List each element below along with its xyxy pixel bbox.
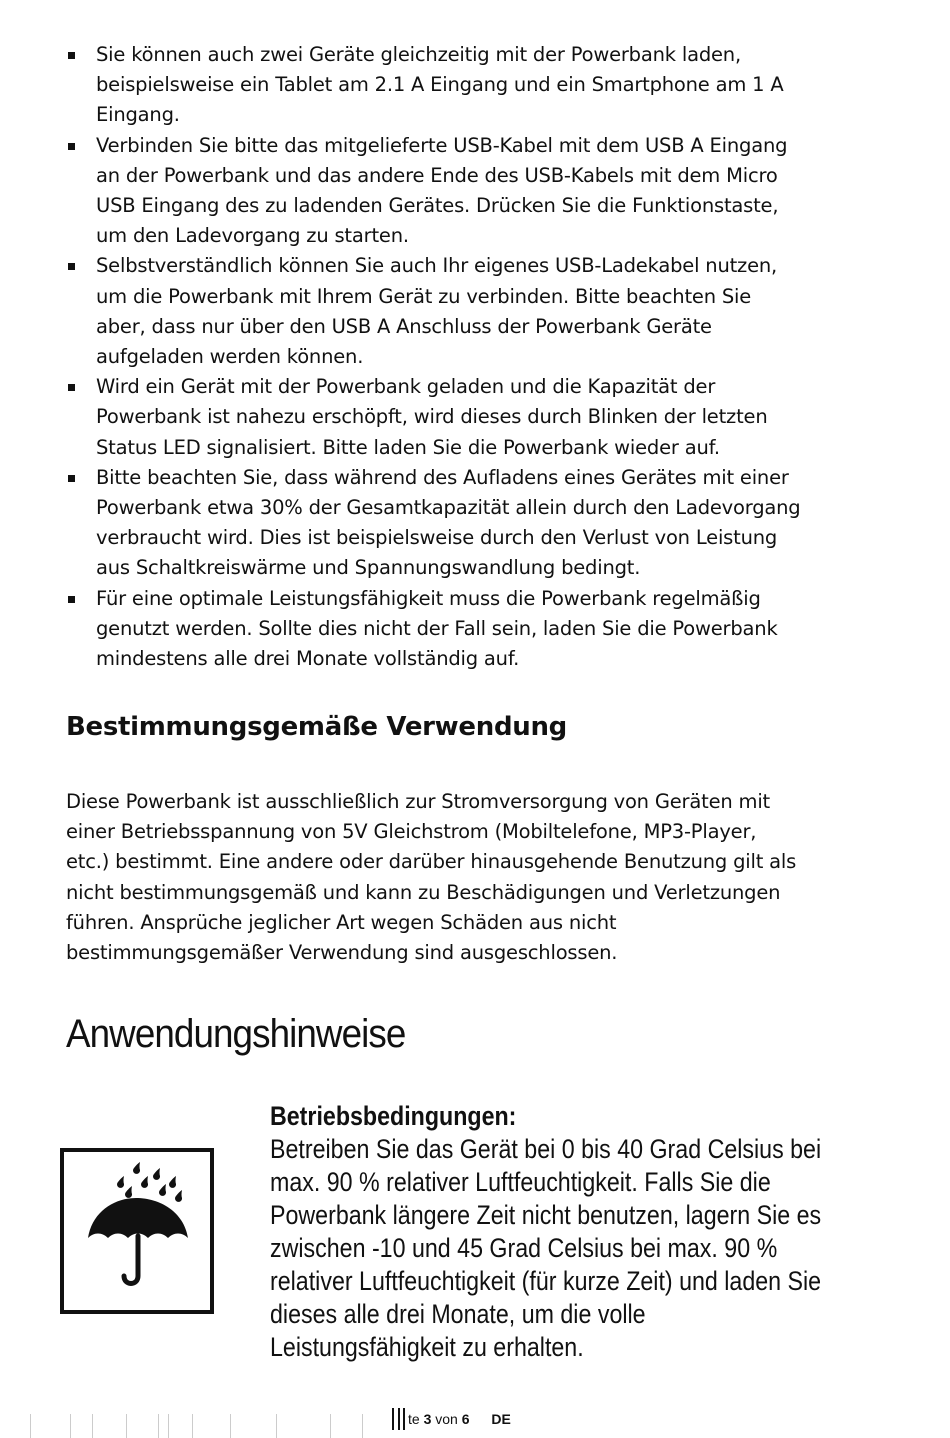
paragraph-line: etc.) bestimmt. Eine andere oder darüber hinausgehende Benutzung gilt als (66, 850, 797, 874)
conditions-line: zwischen -10 und 45 Grad Celsius bei max. 90 % (270, 1233, 778, 1263)
bullet-line: verbraucht wird. Dies ist beispielsweise durch den Verlust von Leistung (96, 526, 778, 550)
conditions-line: Betreiben Sie das Gerät bei 0 bis 40 Grad Celsius bei (270, 1134, 822, 1164)
footer-of: von (435, 1411, 458, 1427)
conditions-title: Betriebsbedingungen: (270, 1101, 517, 1131)
bullet-item (66, 372, 846, 463)
barcode-marks (390, 1408, 408, 1430)
bullet-line: an der Powerbank und das andere Ende des USB-Kabels mit dem Micro (96, 163, 778, 187)
bullet-item (66, 40, 846, 131)
conditions-line: Powerbank längere Zeit nicht benutzen, lagern Sie es (270, 1200, 822, 1230)
paragraph-line: einer Betriebsspannung von 5V Gleichstrom (Mobiltelefone, MP3-Player, (66, 820, 757, 844)
conditions-line: Leistungsfähigkeit zu erhalten. (270, 1332, 584, 1362)
section-heading: Bestimmungsgemäße Verwendung (66, 712, 567, 742)
footer-language: DE (491, 1411, 511, 1427)
paragraph-line: führen. Ansprüche jeglicher Art wegen Schäden aus nicht (66, 910, 617, 934)
conditions-text (270, 1133, 822, 1364)
bullet-marker (68, 384, 75, 391)
bullet-line: USB Eingang des zu ladenden Gerätes. Drücken Sie die Funktionstaste, (96, 194, 779, 218)
bullet-marker (68, 475, 75, 482)
bullet-marker (68, 52, 75, 59)
footer-page-number: 3 (423, 1411, 432, 1427)
page-footer (390, 1408, 511, 1430)
bullet-item (66, 584, 846, 675)
footer-page-total: 6 (461, 1411, 470, 1427)
bullet-line: Wird ein Gerät mit der Powerbank geladen und die Kapazität der (96, 375, 716, 399)
main-heading: Anwendungshinweise (66, 1012, 406, 1056)
bullet-line: Sie können auch zwei Geräte gleichzeitig mit der Powerbank laden, (96, 43, 741, 66)
bullet-line: Verbinden Sie bitte das mitgelieferte USB-Kabel mit dem USB A Eingang (96, 133, 788, 157)
section-paragraph (66, 787, 856, 968)
paragraph-line: nicht bestimmungsgemäß und kann zu Beschädigungen und Verletzungen (66, 880, 781, 904)
bullet-item (66, 251, 846, 372)
bullet-line: aber, dass nur über den USB A Anschluss der Powerbank Geräte (96, 314, 712, 338)
bullet-list (66, 40, 846, 674)
bullet-line: um die Powerbank mit Ihrem Gerät zu verbinden. Bitte beachten Sie (96, 284, 752, 308)
bullet-marker (68, 143, 75, 150)
bullet-item (66, 131, 846, 252)
bullet-line: Selbstverständlich können Sie auch Ihr eigenes USB-Ladekabel nutzen, (96, 254, 778, 278)
bullet-line: aufgeladen werden können. (96, 345, 364, 369)
paragraph-line: bestimmungsgemäßer Verwendung sind ausgeschlossen. (66, 941, 618, 965)
bullet-line: Status LED signalisiert. Bitte laden Sie die Powerbank wieder auf. (96, 435, 720, 459)
paragraph-line: Diese Powerbank ist ausschließlich zur Stromversorgung von Geräten mit (66, 790, 770, 813)
bullet-line: beispielsweise ein Tablet am 2.1 A Eingang und ein Smartphone am 1 A (96, 73, 784, 97)
bullet-marker (68, 263, 75, 270)
conditions-line: dieses alle drei Monate, um die volle (270, 1299, 646, 1329)
bullet-line: Eingang. (96, 103, 180, 127)
bullet-line: um den Ladevorgang zu starten. (96, 224, 409, 248)
footer-prefix: te (408, 1411, 420, 1427)
bullet-line: Powerbank etwa 30% der Gesamtkapazität allein durch den Ladevorgang (96, 496, 801, 520)
bullet-item (66, 463, 846, 584)
bullet-line: Für eine optimale Leistungsfähigkeit muss die Powerbank regelmäßig (96, 586, 761, 610)
operating-conditions (270, 1100, 822, 1364)
bullet-marker (68, 596, 75, 603)
bullet-line: Bitte beachten Sie, dass während des Aufladens eines Gerätes mit einer (96, 465, 789, 489)
umbrella-rain-icon (60, 1148, 214, 1314)
bullet-line: mindestens alle drei Monate vollständig auf. (96, 647, 520, 671)
bullet-line: Powerbank ist nahezu erschöpft, wird dieses durch Blinken der letzten (96, 405, 768, 429)
conditions-line: relativer Luftfeuchtigkeit (für kurze Zeit) und laden Sie (270, 1266, 822, 1296)
bullet-line: genutzt werden. Sollte dies nicht der Fall sein, laden Sie die Powerbank (96, 616, 778, 640)
bullet-line: aus Schaltkreiswärme und Spannungswandlung bedingt. (96, 556, 641, 580)
conditions-line: max. 90 % relativer Luftfeuchtigkeit. Falls Sie die (270, 1167, 771, 1197)
